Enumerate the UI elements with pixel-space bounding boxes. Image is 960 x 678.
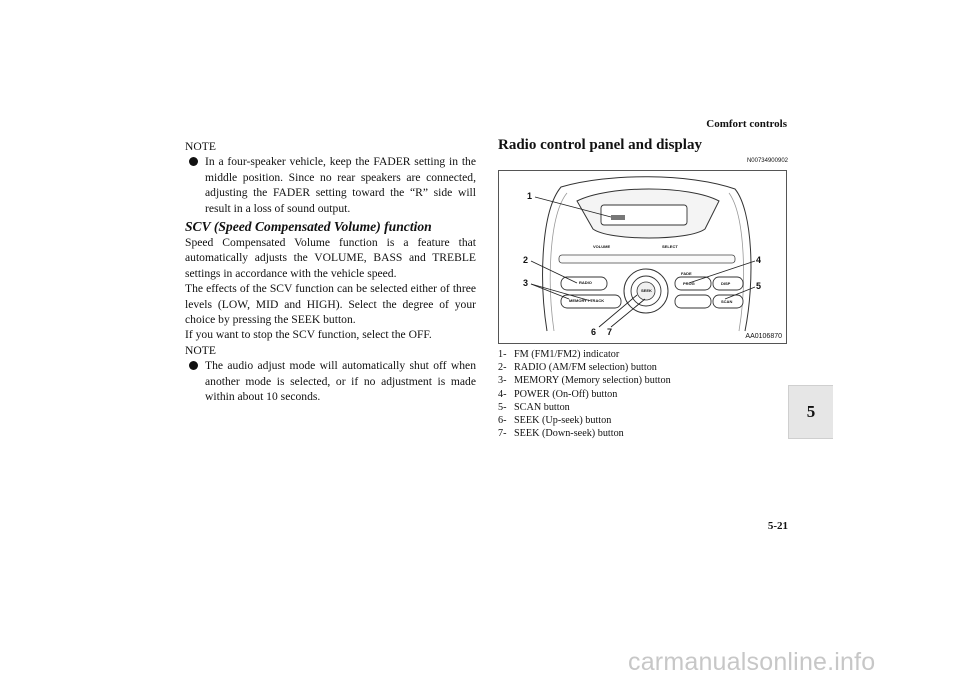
callout-7: 7 bbox=[607, 327, 613, 337]
legend-text: SEEK (Down-seek) button bbox=[514, 428, 624, 440]
panel-label-memory-track: MEMORY / TRACK bbox=[569, 298, 605, 303]
section-heading: Radio control panel and display bbox=[498, 137, 702, 153]
legend-text: SEEK (Up-seek) button bbox=[514, 415, 612, 427]
legend-number: 3- bbox=[498, 375, 507, 387]
callout-3: 3 bbox=[523, 278, 529, 288]
callout-1: 1 bbox=[527, 191, 533, 201]
page-number: 5-21 bbox=[767, 520, 788, 532]
panel-label-prog: PROG bbox=[683, 281, 695, 286]
legend-number: 4- bbox=[498, 388, 507, 400]
chapter-tab: 5 bbox=[788, 385, 833, 439]
legend-text: RADIO (AM/FM selection) button bbox=[514, 362, 657, 374]
callout-6: 6 bbox=[591, 327, 597, 337]
legend-text: SCAN button bbox=[514, 401, 570, 413]
note-label: NOTE bbox=[185, 343, 216, 357]
legend-number: 6- bbox=[498, 415, 507, 427]
note-text: The audio adjust mode will automatically shut off when another mode is selected, or if no adjustment is made within about 10 seconds. bbox=[205, 359, 476, 404]
legend-number: 7- bbox=[498, 428, 507, 440]
panel-label-scan: SCAN bbox=[721, 299, 733, 304]
legend-list bbox=[498, 348, 788, 440]
legend-text: MEMORY (Memory selection) button bbox=[514, 375, 671, 387]
panel-label-seek: SEEK bbox=[641, 288, 652, 293]
scv-paragraph: The effects of the SCV function can be selected either of three levels (LOW, MID and HIGH). Select the degree of your choice by pressing the SEEK button. bbox=[185, 282, 476, 327]
legend-item bbox=[498, 401, 788, 414]
bullet-icon bbox=[189, 157, 198, 166]
panel-label-volume: VOLUME bbox=[593, 244, 611, 249]
legend-item bbox=[498, 374, 788, 387]
callout-5: 5 bbox=[756, 281, 762, 291]
figure-code: AA0106870 bbox=[745, 333, 782, 340]
panel-label-select: SELECT bbox=[662, 244, 678, 249]
legend-item bbox=[498, 348, 788, 361]
section-code: N00734900902 bbox=[746, 158, 788, 164]
legend-number: 1- bbox=[498, 349, 507, 360]
legend-item bbox=[498, 414, 788, 427]
radio-panel-figure bbox=[498, 170, 787, 344]
legend-number: 5- bbox=[498, 401, 507, 413]
page-header-title: Comfort controls bbox=[706, 118, 787, 130]
right-column bbox=[498, 137, 788, 440]
radio-panel-illustration bbox=[499, 171, 786, 343]
legend-text: POWER (On-Off) button bbox=[514, 388, 618, 400]
panel-label-fade: FADE bbox=[681, 271, 692, 276]
note-bullet-item bbox=[185, 154, 476, 216]
panel-label-disp: DISP bbox=[721, 281, 731, 286]
watermark: carmanualsonline.info bbox=[628, 648, 876, 676]
scv-paragraph: Speed Compensated Volume function is a feature that automatically adjusts the VOLUME, BASS and TREBLE settings in accordance with the vehicle speed. bbox=[185, 236, 476, 280]
legend-item bbox=[498, 427, 788, 440]
scv-paragraph: If you want to stop the SCV function, select the OFF. bbox=[185, 328, 432, 342]
note-text: In a four-speaker vehicle, keep the FADER setting in the middle position. Since no rear speakers are connected, adjusting the FADER setting toward the “R” side will result in a loss of sound output. bbox=[205, 155, 476, 215]
bullet-icon bbox=[189, 361, 198, 370]
legend-number: 2- bbox=[498, 362, 507, 374]
callout-4: 4 bbox=[756, 255, 762, 265]
legend-item bbox=[498, 361, 788, 374]
scv-heading: SCV (Speed Compensated Volume) function bbox=[185, 219, 432, 235]
left-column bbox=[185, 139, 476, 405]
note-label: NOTE bbox=[185, 140, 216, 153]
legend-text: FM (FM1/FM2) indicator bbox=[514, 349, 620, 360]
note-bullet-item bbox=[185, 358, 476, 404]
legend-item bbox=[498, 388, 788, 401]
callout-2: 2 bbox=[523, 255, 529, 265]
panel-label-radio: RADIO bbox=[579, 280, 592, 285]
